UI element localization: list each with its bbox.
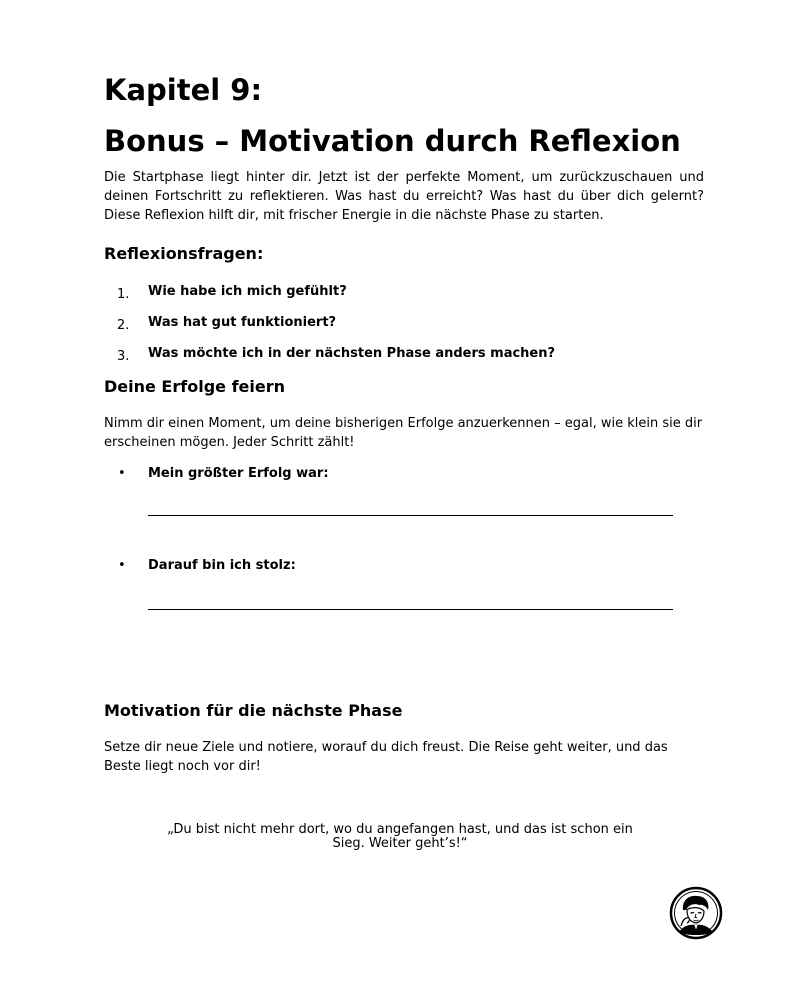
- bullet-icon: •: [118, 558, 126, 573]
- list-item: [104, 465, 704, 487]
- list-item: [104, 283, 704, 305]
- chapter-title: Bonus – Motivation durch Reflexion: [104, 124, 681, 158]
- reflection-question: Was hat gut funktioniert?: [148, 315, 337, 330]
- closing-quote: „Du bist nicht mehr dort, wo du angefangen hast, und das ist schon ein Sieg. Weiter geht’s!“: [167, 822, 633, 851]
- list-item: [104, 314, 704, 336]
- answer-line[interactable]: [148, 609, 673, 610]
- reflection-heading: Reflexionsfragen:: [104, 244, 264, 263]
- list-number: 2.: [117, 318, 130, 333]
- chapter-heading: Kapitel 9:: [104, 73, 263, 107]
- portrait-seal-icon: [669, 886, 723, 940]
- motivation-heading: Motivation für die nächste Phase: [104, 701, 403, 720]
- success-prompt: Mein größter Erfolg war:: [148, 466, 329, 481]
- list-number: 1.: [117, 287, 130, 302]
- reflection-question: Wie habe ich mich gefühlt?: [148, 284, 347, 299]
- success-paragraph: Nimm dir einen Moment, um deine bisherigen Erfolge anzuerkennen – egal, wie klein sie dir erscheinen mögen. Jeder Schritt zählt!: [104, 416, 703, 450]
- list-number: 3.: [117, 349, 130, 364]
- list-item: [104, 345, 704, 367]
- motivation-paragraph: Setze dir neue Ziele und notiere, worauf du dich freust. Die Reise geht weiter, und das Beste liegt noch vor dir!: [104, 740, 668, 774]
- success-heading: Deine Erfolge feiern: [104, 377, 285, 396]
- intro-paragraph: Die Startphase liegt hinter dir. Jetzt ist der perfekte Moment, um zurückzuschauen und deinen Fortschritt zu reflektieren. Was hast du erreicht? Was hast du über dich gelernt? Diese Reflexion hilft dir, mit frischer Energie in die nächste Phase zu starten.: [104, 170, 704, 223]
- list-item: [104, 557, 704, 579]
- answer-line[interactable]: [148, 515, 673, 516]
- bullet-icon: •: [118, 466, 126, 481]
- success-prompt: Darauf bin ich stolz:: [148, 558, 296, 573]
- reflection-question: Was möchte ich in der nächsten Phase anders machen?: [148, 346, 556, 361]
